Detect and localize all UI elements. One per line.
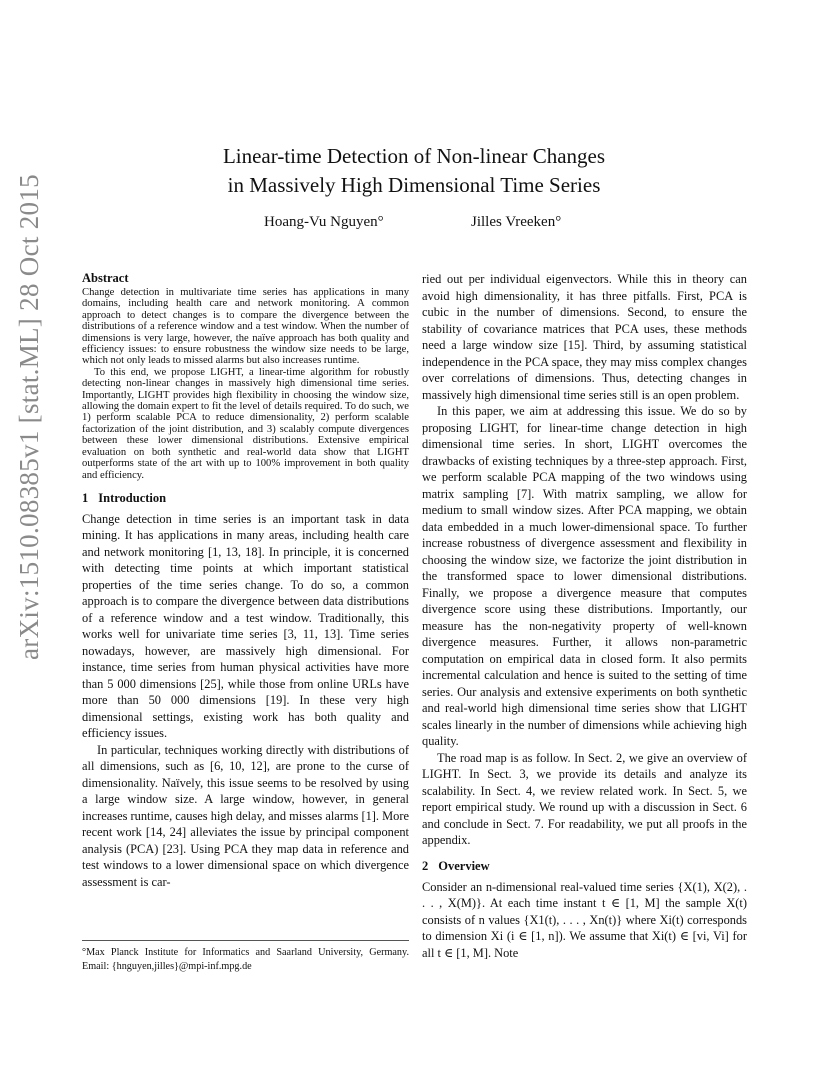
section-number: 2 [422,858,429,873]
body-paragraph: In particular, techniques working directly with distributions of all dimensions, such as [6, 10, 12], are prone to the curse of dimensionality. Naïvely, this issue seems to be resolved by using a large window size. A large window, however, in general increases runtime, causes high delay, and misses alarms [1]. More recent work [14, 24] alleviates the issue by principal component analysis (PCA) [23]. Using PCA they map data in reference and test windows to a lower dimensional space on which divergence assessment is car- [82,742,409,889]
abstract [82,271,409,481]
right-column [422,271,747,961]
abstract-heading: Abstract [82,271,129,285]
section-title: Overview [438,858,490,873]
paper-title [100,142,728,200]
body-paragraph: Change detection in time series is an important task in data mining. It has applications in many areas, including health care and network monitoring [1, 13, 18]. In principle, it is concerned with detecting time points at which important statistical properties of the time series change. To do so, a common approach is to compare the divergence between data distributions of a reference window and a test window. Traditionally, this works well for univariate time series [3, 11, 13]. Time series nowadays, however, are massively high dimensional. For instance, time series from human physical activities have more than 5 000 dimensions [25], while those from online URLs have more than 50 000 dimensions [19]. In these very high dimensional settings, existing work has both quality and efficiency issues. [82,511,409,741]
author-name: Hoang-Vu Nguyen° [264,214,384,230]
section-title: Introduction [98,490,167,505]
author-name: Jilles Vreeken° [471,214,562,230]
abstract-paragraph: To this end, we propose LIGHT, a linear-time algorithm for robustly detecting non-linear changes in massively high dimensional time series. Importantly, LIGHT provides high flexibility in choosing the window size, allowing the domain expert to fit the level of details required. To do such, we 1) perform scalable PCA to reduce dimensionality, 2) perform scalable factorization of the joint distribution, and 3) scalably compute divergences between these lower dimensional distributions. Extensive empirical evaluation on both synthetic and real-world data show that LIGHT outperforms state of the art with up to 100% improvement in both quality and efficiency. [82,366,409,481]
title-line-2: in Massively High Dimensional Time Series [227,173,601,197]
section-heading [422,859,747,874]
left-column [82,271,409,890]
body-paragraph: Consider an n-dimensional real-valued time series {X(1), X(2), . . . , X(M)}. At each time instant t ∈ [1, M] the sample X(t) consists of n values {X1(t), . . . , Xn(t)} where Xi(t) corresponds to dimension Xi (i ∈ [1, n]). We assume that Xi(t) ∈ [vi, Vi] for all t ∈ [1, M]. Note [422,879,747,960]
title-line-1: Linear-time Detection of Non-linear Changes [222,144,606,168]
introduction-section [82,491,409,891]
section-heading [82,491,409,506]
abstract-paragraph: Change detection in multivariate time series has applications in many domains, including health care and network monitoring. A common approach to detect changes is to compare the divergence between the distributions of a reference window and a test window. When the number of dimensions is very large, however, the naïve approach has both quality and efficiency issues: to ensure robustness the window size needs to be large, which not only leads to missed alarms but also increases runtime. [82,287,409,367]
body-paragraph: In this paper, we aim at addressing this issue. We do so by proposing LIGHT, for linear-time change detection in high dimensional time series. In short, LIGHT overcomes the drawbacks of existing techniques by a three-step approach. First, we perform scalable PCA mapping of the two windows using matrix sampling [7]. With matrix sampling, we allow for medium to small window sizes. After PCA mapping, we obtain data embedded in a much lower-dimensional space. To further increase robustness of divergence assessment and flexibility in choosing the window size, we factorize the joint distribution in the transformed space to lower dimensional distributions. Finally, we propose a divergence measure that computes divergence score using these distributions. Importantly, our measure has the non-negativity property of well-known divergence measures. Further, it allows non-parametric computation on empirical data in closed form. It also permits incremental calculation and hence is suited to the setting of time series. Our analysis and extensive experiments on both synthetic and real-world high dimensional time series show that LIGHT scales linearly in the number of dimensions while achieving high quality. [422,404,747,748]
body-paragraph: ried out per individual eigenvectors. While this in theory can avoid high dimensionality, it has three pitfalls. First, PCA is cubic in the number of dimensions. Second, to ensure the stability of covariance matrices that PCA uses, these methods need a large window size [15]. Third, by assuming statistical independence in the PCA space, they may miss complex changes over correlations of dimensions. Thus, detecting changes in massively high dimensional time series still is an open problem. [422,272,747,402]
arxiv-identifier: arXiv:1510.08385v1 [stat.ML] 28 Oct 2015 [14,174,44,660]
section-number: 1 [82,490,89,505]
body-paragraph: The road map is as follow. In Sect. 2, we give an overview of LIGHT. In Sect. 3, we provide its details and analyze its scalability. In Sect. 4, we review related work. In Sect. 5, we report empirical study. We round up with a discussion in Sect. 6 and conclude in Sect. 7. For readability, we put all proofs in the appendix. [422,750,747,847]
affiliation-footnote: °Max Planck Institute for Informatics and Saarland University, Germany. Email: {hnguyen,jilles}@mpi-inf.mpg.de [82,940,409,974]
